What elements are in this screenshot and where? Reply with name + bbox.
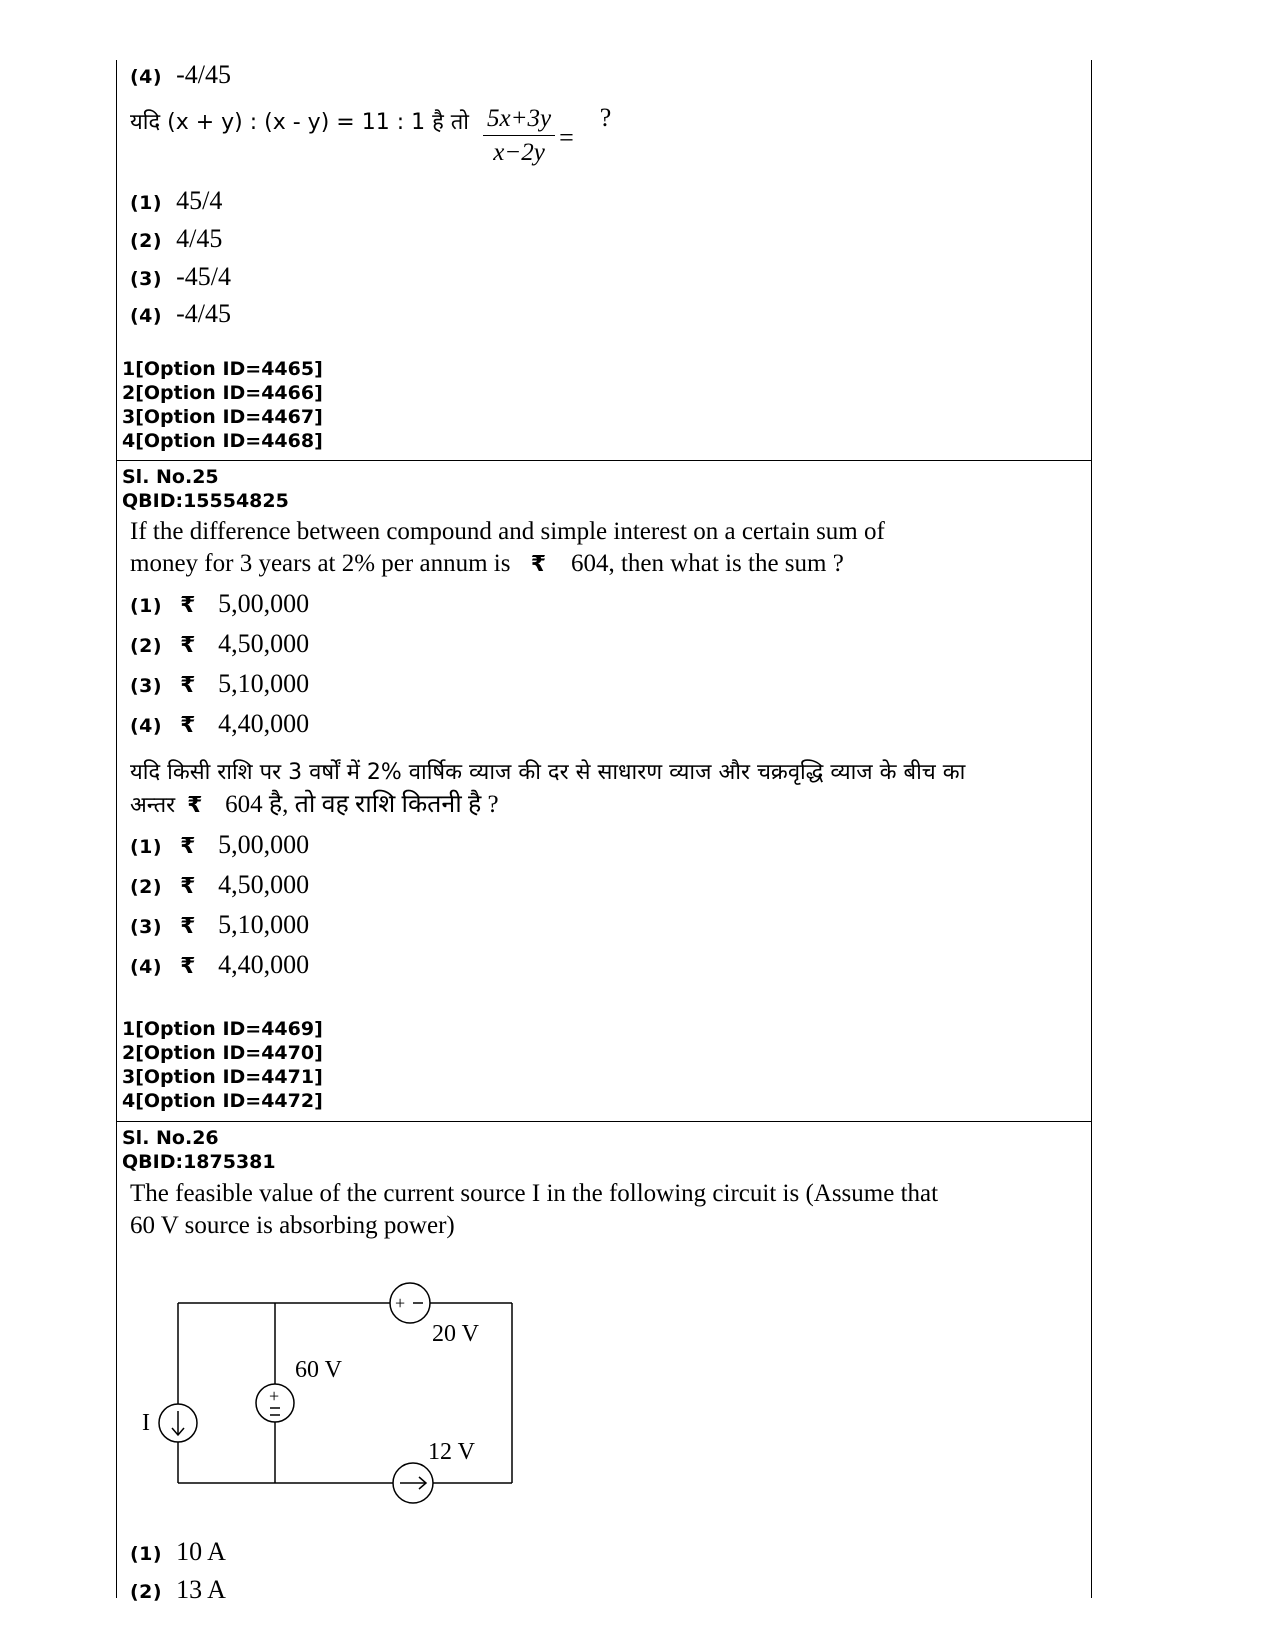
- option-row: [130, 186, 222, 216]
- option-text: -4/45: [176, 299, 231, 328]
- option-id: 2[Option ID=4466]: [122, 382, 323, 404]
- option-number: (1): [130, 1543, 163, 1565]
- divider: [116, 460, 1092, 461]
- rupee-icon: ₹: [180, 673, 196, 698]
- rupee-icon: ₹: [180, 954, 196, 979]
- rupee-icon: ₹: [180, 834, 196, 859]
- rupee-icon: ₹: [180, 713, 196, 738]
- option-number: (2): [130, 230, 163, 252]
- option-text: 5,00,000: [218, 830, 310, 859]
- label-20v: 20 V: [432, 1321, 479, 1347]
- svg-text:+: +: [395, 1293, 406, 1313]
- option-number: (1): [130, 836, 163, 858]
- question-line: यदि किसी राशि पर 3 वर्षों में 2% वार्षिक व्याज की दर से साधारण व्याज और चक्रवृद्धि व्याज के बीच का: [130, 760, 966, 785]
- option-row: [130, 870, 309, 900]
- serial-number: Sl. No.25: [122, 466, 219, 488]
- option-row: [130, 1537, 226, 1567]
- option-id: 1[Option ID=4469]: [122, 1018, 323, 1040]
- question-text-part: 604, then what is the sum ?: [570, 550, 844, 577]
- option-row: [130, 709, 309, 739]
- option-text: 10 A: [176, 1537, 226, 1566]
- question-line: 60 V source is absorbing power): [130, 1212, 455, 1239]
- current-label: I: [142, 1410, 150, 1436]
- rupee-icon: ₹: [180, 914, 196, 939]
- voltage-source-60v-icon: [256, 1384, 294, 1422]
- voltage-source-20v-icon: [390, 1283, 430, 1323]
- svg-text:+: +: [269, 1386, 280, 1406]
- option-number: (2): [130, 635, 163, 657]
- question-text: यदि (x + y) : (x - y) = 11 : 1 है तो: [130, 110, 470, 135]
- label-60v: 60 V: [295, 1357, 342, 1383]
- option-text: 13 A: [176, 1575, 226, 1604]
- option-number: (2): [130, 876, 163, 898]
- question-line: [130, 789, 965, 824]
- option-number: (4): [130, 305, 163, 327]
- option-id: 3[Option ID=4467]: [122, 406, 323, 428]
- question-header: [122, 1126, 276, 1174]
- option-id: 4[Option ID=4472]: [122, 1090, 323, 1112]
- fraction-denominator: x−2y: [493, 139, 545, 166]
- option-id-list: [122, 357, 323, 453]
- option-number: (1): [130, 595, 163, 617]
- option-text: -4/45: [176, 60, 231, 89]
- question-line: The feasible value of the current source I in the following circuit is (Assume that: [130, 1180, 939, 1207]
- option-text: 4/45: [176, 224, 223, 253]
- option-text: 5,10,000: [218, 669, 310, 698]
- rupee-icon: ₹: [180, 593, 196, 618]
- option-row: [130, 669, 309, 699]
- serial-number: Sl. No.26: [122, 1127, 219, 1149]
- option-row: [130, 1575, 226, 1605]
- option-row: [130, 60, 231, 90]
- question-mark: ?: [599, 103, 612, 132]
- current-source-12v-icon: [393, 1463, 433, 1503]
- option-id: 3[Option ID=4471]: [122, 1066, 323, 1088]
- divider: [116, 1121, 1092, 1122]
- question-header: [122, 465, 289, 513]
- fraction-numerator: 5x+3y: [483, 103, 555, 136]
- option-number: (4): [130, 66, 163, 88]
- option-row: [130, 910, 309, 940]
- rupee-icon: ₹: [180, 874, 196, 899]
- option-text: 5,10,000: [218, 910, 310, 939]
- option-row: [130, 299, 231, 329]
- qbid: QBID:1875381: [122, 1151, 276, 1173]
- option-text: 4,40,000: [218, 709, 310, 738]
- option-id: 4[Option ID=4468]: [122, 430, 323, 452]
- option-row: [130, 262, 231, 292]
- option-row: [130, 950, 309, 980]
- question-text: [130, 1178, 938, 1242]
- option-text: 45/4: [176, 186, 223, 215]
- option-id: 2[Option ID=4470]: [122, 1042, 323, 1064]
- question-text-part: money for 3 years at 2% per annum is: [130, 550, 511, 577]
- option-row: [130, 629, 309, 659]
- option-row: [130, 830, 309, 860]
- question-text-part: 604 है, तो वह राशि कितनी है ?: [225, 791, 499, 818]
- equals-sign: =: [559, 123, 574, 152]
- circuit-diagram: [130, 1265, 530, 1520]
- option-text: 4,40,000: [218, 950, 310, 979]
- rupee-icon: ₹: [530, 552, 547, 577]
- current-source-icon: [159, 1404, 197, 1442]
- option-text: -45/4: [176, 262, 231, 291]
- label-12v: 12 V: [428, 1439, 475, 1465]
- option-number: (4): [130, 715, 163, 737]
- question-text-part: अन्तर: [130, 793, 176, 818]
- rupee-icon: ₹: [180, 633, 196, 658]
- question-text: [130, 516, 885, 581]
- option-id: 1[Option ID=4465]: [122, 358, 323, 380]
- option-text: 5,00,000: [218, 589, 310, 618]
- option-text: 4,50,000: [218, 629, 310, 658]
- option-row: [130, 224, 222, 254]
- question-line: [130, 548, 885, 581]
- hindi-question: [130, 103, 611, 183]
- option-number: (4): [130, 956, 163, 978]
- option-text: 4,50,000: [218, 870, 310, 899]
- qbid: QBID:15554825: [122, 490, 289, 512]
- option-number: (1): [130, 192, 163, 214]
- rupee-icon: ₹: [187, 793, 203, 818]
- option-id-list: [122, 1017, 323, 1113]
- fraction: [483, 103, 555, 170]
- question-line: If the difference between compound and simple interest on a certain sum of: [130, 518, 885, 545]
- option-number: (2): [130, 1581, 163, 1603]
- option-row: [130, 589, 309, 619]
- option-number: (3): [130, 268, 163, 290]
- option-number: (3): [130, 916, 163, 938]
- option-number: (3): [130, 675, 163, 697]
- hindi-question: [130, 757, 965, 824]
